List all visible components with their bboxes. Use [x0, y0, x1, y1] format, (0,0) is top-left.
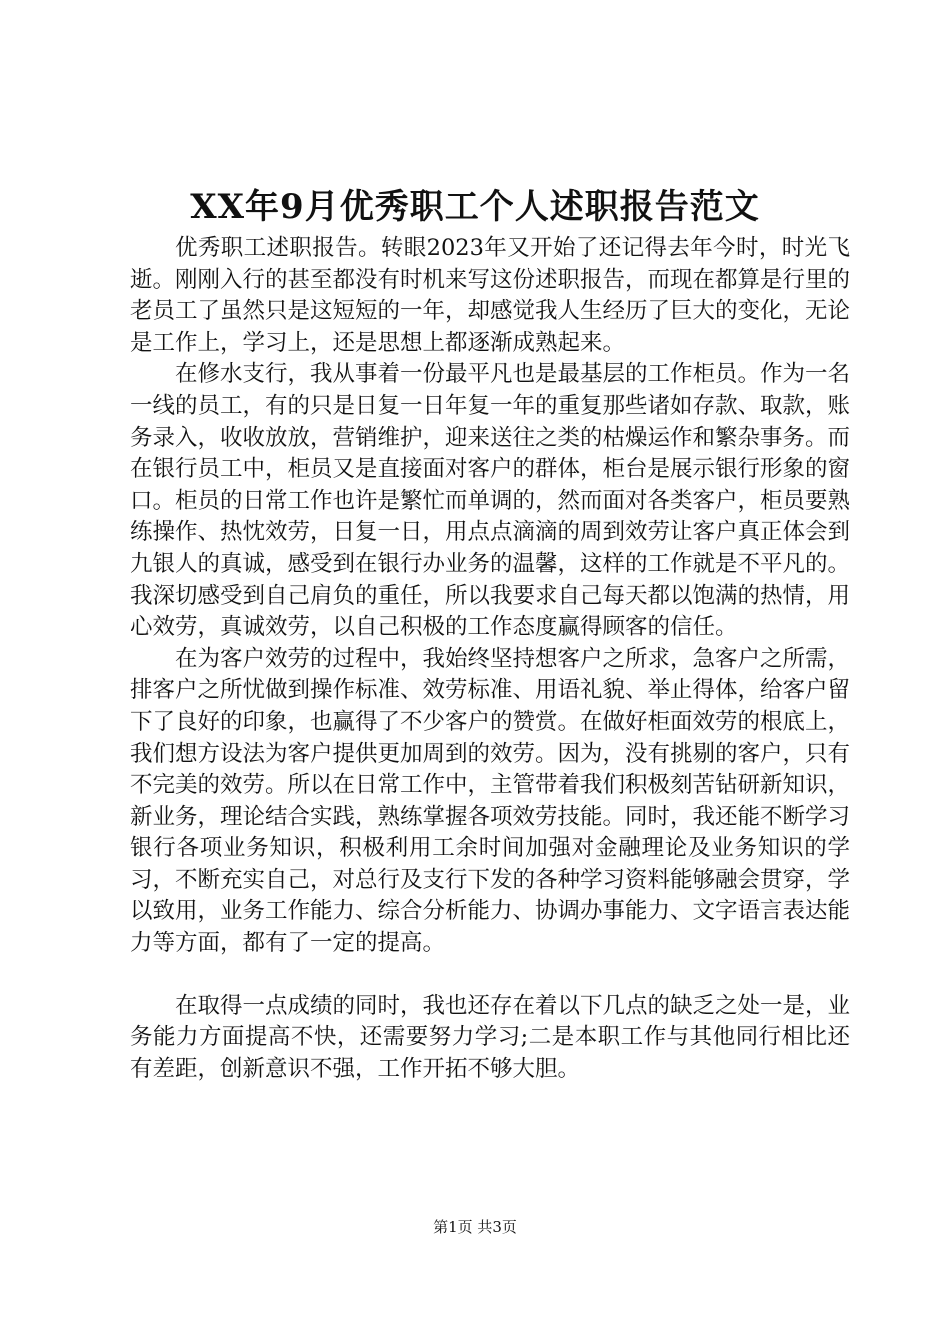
document-title: XX年9月优秀职工个人述职报告范文 [190, 187, 760, 227]
paragraph-shortcomings: 在取得一点成绩的同时，我也还存在着以下几点的缺乏之处一是，业务能力方面提高不快，还需要努力学习;二是本职工作与其他同行相比还有差距，创新意识不强，工作开拓不够大胆。 [130, 992, 851, 1082]
paragraph-customer-service: 在为客户效劳的过程中，我始终坚持想客户之所求，急客户之所需，排客户之所忧做到操作标准、效劳标准、用语礼貌、举止得体，给客户留下了良好的印象，也赢得了不少客户的赞赏。在做好柜面效劳的根底上，我们想方设法为客户提供更加周到的效劳。因为，没有挑剔的客户，只有不完美的效劳。所以在日常工作中，主管带着我们积极刻苦钻研新知识，新业务，理论结合实践，熟练掌握各项效劳技能。同时，我还能不断学习银行各项业务知识，积极利用工余时间加强对金融理论及业务知识的学习，不断充实自己，对总行及支行下发的各种学习资料能够融会贯穿，学以致用，业务工作能力、综合分析能力、协调办事能力、文字语言表达能力等方面，都有了一定的提高。 [130, 645, 851, 957]
page-number-footer: 第1页 共3页 [433, 1218, 517, 1236]
paragraph-intro: 优秀职工述职报告。转眼2023年又开始了还记得去年今时，时光飞逝。刚刚入行的甚至都没有时机来写这份述职报告，而现在都算是行里的老员工了虽然只是这短短的一年，却感觉我人生经历了巨大的变化，无论是工作上，学习上，还是思想上都逐渐成熟起来。 [130, 235, 851, 356]
paragraph-teller-work: 在修水支行，我从事着一份最平凡也是最基层的工作柜员。作为一名一线的员工，有的只是日复一日年复一年的重复那些诸如存款、取款，账务录入，收收放放，营销维护，迎来送往之类的枯燥运作和繁杂事务。而在银行员工中，柜员又是直接面对客户的群体，柜台是展示银行形象的窗口。柜员的日常工作也许是繁忙而单调的，然而面对各类客户，柜员要熟练操作、热忱效劳，日复一日，用点点滴滴的周到效劳让客户真正体会到九银人的真诚，感受到在银行办业务的温馨，这样的工作就是不平凡的。我深切感受到自己肩负的重任，所以我要求自己每天都以饱满的热情，用心效劳，真诚效劳，以自己积极的工作态度赢得顾客的信任。 [130, 361, 851, 641]
document-body [130, 233, 850, 1085]
